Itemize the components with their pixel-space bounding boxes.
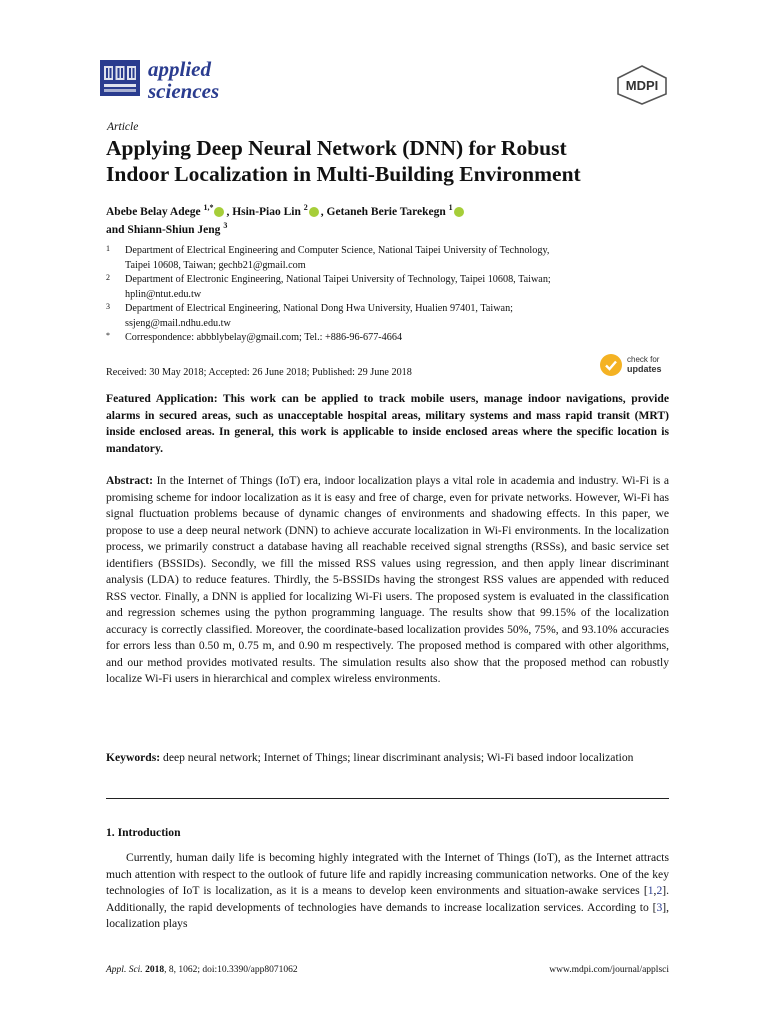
affiliation-number: 2 <box>106 273 110 282</box>
affiliation-line: hplin@ntut.edu.tw <box>125 288 202 300</box>
citation-separator: , <box>653 884 657 897</box>
citation-footer <box>106 965 298 975</box>
author-conjunction: and <box>106 224 125 236</box>
affiliation-number: * <box>106 331 110 340</box>
citation-link[interactable]: 1 <box>647 884 654 897</box>
keywords-text: deep neural network; Internet of Things; linear discriminant analysis; Wi-Fi based indoor localization <box>163 751 634 764</box>
affiliation-list <box>106 244 666 346</box>
check-for-updates-badge[interactable] <box>600 352 672 382</box>
abstract-label: Abstract: <box>106 474 154 487</box>
affiliation-line: Department of Electronic Engineering, National Taipei University of Technology, Taipei 10608, Taiwan; <box>125 274 551 285</box>
check-updates-icon <box>600 354 622 376</box>
keywords-label: Keywords: <box>106 751 161 764</box>
keywords <box>106 750 669 767</box>
affiliation-number: 3 <box>106 302 110 311</box>
intro-text: ]. Additionally, the rapid developments of technologies have demands to increase localization services. According to [ <box>106 884 669 914</box>
intro-text: ], localization plays <box>106 900 669 930</box>
orcid-icon[interactable] <box>454 207 464 217</box>
author-name: Hsin-Piao Lin <box>232 206 301 218</box>
title-line-1: Applying Deep Neural Network (DNN) for Robust <box>106 136 567 160</box>
author-affiliation-sup: 2 <box>303 203 308 213</box>
section-heading-introduction: 1. Introduction <box>106 826 181 839</box>
author-name: Shiann-Shiun Jeng <box>127 224 221 236</box>
check-updates-line2: updates <box>627 364 662 374</box>
publisher-logo <box>614 64 670 106</box>
citation-details: , 8, 1062; doi:10.3390/app8071062 <box>164 965 298 975</box>
affiliation-item <box>106 244 666 273</box>
correspondence-item <box>106 331 666 346</box>
author-list <box>106 203 666 239</box>
author-line-1: Abebe Belay Adege $^{1,*}$ , Hsin-Piao Lin $^2$ , Getaneh Berie Tarekegn $^1$ <box>106 203 666 221</box>
affiliation-line: Taipei 10608, Taiwan; gechb21@gmail.com <box>125 259 306 271</box>
journal-name-line2: sciences <box>148 79 220 103</box>
author-line-2 <box>106 221 666 239</box>
journal-name-line1: applied <box>148 57 211 81</box>
publisher-name: MDPI <box>625 78 659 93</box>
abstract-text: In the Internet of Things (IoT) era, indoor localization plays a vital role in academia and industry. Wi-Fi is a promising scheme for indoor localization as it is easy and free of charge, even for private networks. However, Wi-Fi has signal fluctuation problems because of dynamic changes of environments and shadowing effects. In this paper, we propose to use a deep neural network (DNN) to achieve accurate localization in Wi-Fi environments. In the localization process, we primarily construct a database having all reachable received signal strengths (RSSs), and basic service set identifiers (BSSIDs). Secondly, we fill the missed RSS values using regression, and then apply linear discriminant analysis (LDA) to reduce features. Thirdly, the 5-BSSIDs having the strongest RSS values are appended with reduced RSS vector. Finally, a DNN is applied for localizing Wi-Fi users. The proposed system is evaluated in the classification and regression schemes using the python programming language. The results show that 99.15% of the localization accuracy is correctly classified. Moreover, the coordinate-based localization provides 50%, 75%, and 93.10% accuracies for errors less than 0.50 m, 0.75 m, and 0.90 m respectively. The proposed method is compared with other algorithms, and our method provides motivated results. The simulation results also show that the proposed method can robustly localize Wi-Fi users in hierarchical and complex wireless environments. <box>106 474 669 685</box>
affiliation-item <box>106 302 666 331</box>
article-type-label: Article <box>107 121 139 133</box>
affiliation-item <box>106 273 666 302</box>
citation-link[interactable]: 2 <box>656 884 663 897</box>
intro-text: Currently, human daily life is becoming highly integrated with the Internet of Things (IoT), as the Internet attracts much attention with respect to the outlook of future life and rapidly increasing communication networks. One of the key technologies of IoT is localization, as it is a means to develop keen environments and situation-awake services [ <box>106 851 669 897</box>
title-line-2: Indoor Localization in Multi-Building Environment <box>106 162 581 186</box>
abstract <box>106 473 669 688</box>
journal-url[interactable]: www.mdpi.com/journal/applsci <box>549 965 669 975</box>
author-affiliation-sup: 1,* <box>203 203 214 213</box>
author-affiliation-sup: 1 <box>448 203 453 213</box>
publication-dates: Received: 30 May 2018; Accepted: 26 June 2018; Published: 29 June 2018 <box>106 367 412 378</box>
author-name: Getaneh Berie Tarekegn <box>326 206 446 218</box>
author-affiliation-sup: 3 <box>223 221 228 231</box>
citation-link[interactable]: 3 <box>656 900 663 914</box>
check-updates-line1: check for <box>627 355 660 364</box>
section-divider <box>106 798 669 799</box>
featured-application: Featured Application: This work can be applied to track mobile users, manage indoor navigations, provide alarms in secured areas, such as unacceptable hospital areas, military systems and mass rapid transit (MRT) inside enclosed areas. In general, this work is applicable to inside enclosed areas where the specific location is mandatory. <box>106 392 669 455</box>
affiliation-line: Department of Electrical Engineering, National Dong Hwa University, Hualien 97401, Taiwan; <box>125 303 513 314</box>
mdpi-hexagon-icon <box>614 64 670 106</box>
journal-logo <box>100 58 240 104</box>
orcid-icon[interactable] <box>309 207 319 217</box>
affiliation-line: Department of Electrical Engineering and Computer Science, National Taipei University of Technology, <box>125 245 550 256</box>
journal-emblem-icon <box>100 60 140 96</box>
journal-abbreviation: Appl. Sci. <box>106 965 143 975</box>
correspondence-line: Correspondence: abbblybelay@gmail.com; Tel.: +886-96-677-4664 <box>125 332 403 343</box>
affiliation-number: 1 <box>106 244 110 253</box>
orcid-icon[interactable] <box>214 207 224 217</box>
affiliation-line: ssjeng@mail.ndhu.edu.tw <box>125 317 231 329</box>
author-name: Abebe Belay Adege <box>106 206 201 218</box>
journal-name <box>148 58 258 102</box>
paper-title <box>106 135 706 187</box>
publication-year: 2018 <box>145 965 165 975</box>
introduction-paragraph <box>106 850 669 933</box>
